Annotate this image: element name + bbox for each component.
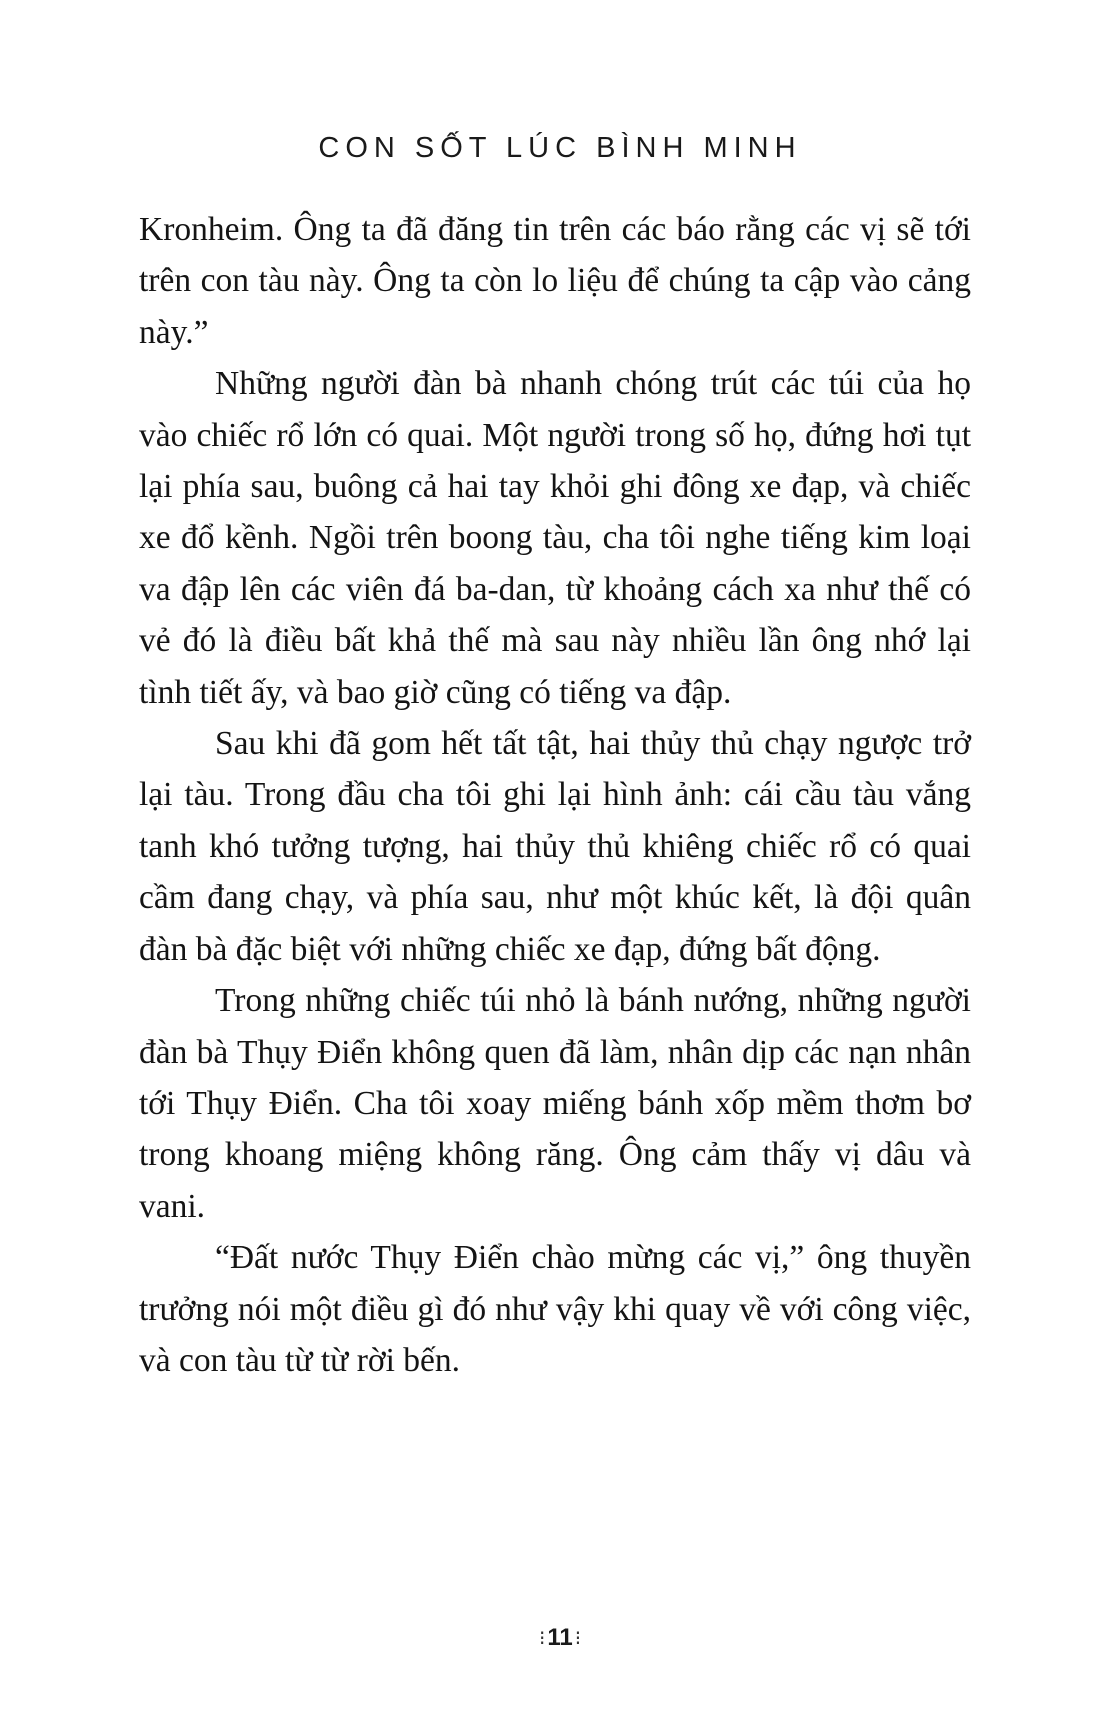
body-text: [139, 204, 971, 1386]
folio-ornament-left-icon: ⁝: [538, 1628, 546, 1650]
paragraph-2: Những người đàn bà nhanh chóng trút các túi của họ vào chiếc rổ lớn có quai. Một người trong số họ, đứng hơi tụt lại phía sau, buông cả hai tay khỏi ghi đông xe đạp, và chiếc xe đổ kềnh. Ngồi trên boong tàu, cha tôi nghe tiếng kim loại va đập lên các viên đá ba-dan, từ khoảng cách xa như thế có vẻ đó là điều bất khả thế mà sau này nhiều lần ông nhớ lại tình tiết ấy, và bao giờ cũng có tiếng va đập.: [139, 365, 971, 711]
paragraph-1: Kronheim. Ông ta đã đăng tin trên các báo rằng các vị sẽ tới trên con tàu này. Ông ta còn lo liệu để chúng ta cập vào cảng này.”: [139, 211, 971, 351]
paragraph-4: Trong những chiếc túi nhỏ là bánh nướng, những người đàn bà Thụy Điển không quen đã làm, nhân dịp các nạn nhân tới Thụy Điển. Cha tôi xoay miếng bánh xốp mềm thơm bơ trong khoang miệng không răng. Ông cảm thấy vị dâu và vani.: [139, 982, 971, 1225]
paragraph-3: Sau khi đã gom hết tất tật, hai thủy thủ chạy ngược trở lại tàu. Trong đầu cha tôi ghi lại hình ảnh: cái cầu tàu vắng tanh khó tưởng tượng, hai thủy thủ khiêng chiếc rổ có quai cầm đang chạy, và phía sau, như một khúc kết, là đội quân đàn bà đặc biệt với những chiếc xe đạp, đứng bất động.: [139, 725, 971, 968]
page-number: 11: [547, 1624, 573, 1651]
page-number-folio: [0, 1624, 1120, 1652]
paragraph-5: “Đất nước Thụy Điển chào mừng các vị,” ông thuyền trưởng nói một điều gì đó như vậy khi quay về với công việc, và con tàu từ từ rời bến.: [139, 1239, 971, 1379]
running-head: CON SỐT LÚC BÌNH MINH: [318, 132, 802, 164]
folio-ornament-right-icon: ⁝: [574, 1628, 582, 1650]
